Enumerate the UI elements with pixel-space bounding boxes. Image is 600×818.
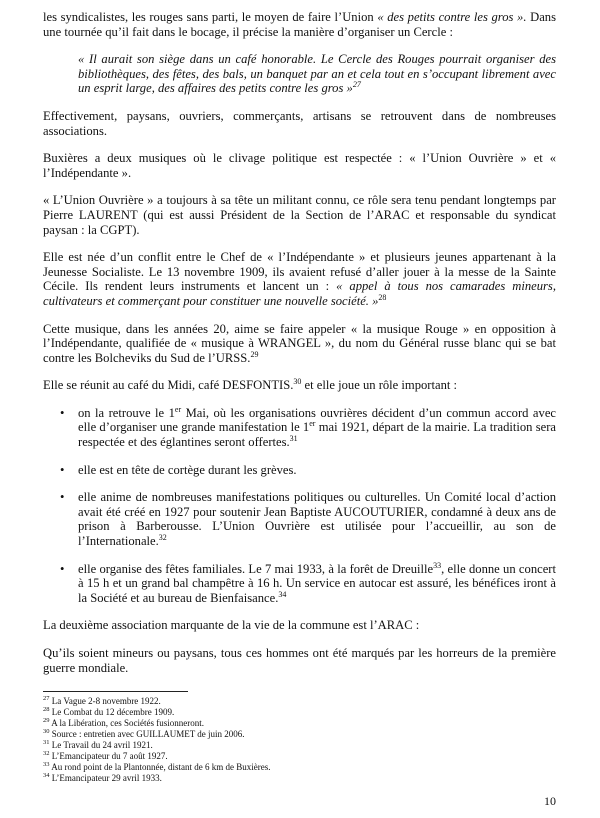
text: Cette musique, dans les années 20, aime se faire appeler « la musique Rouge » en opposition à l’Indépendante, qualifiée de « musique à WRANGEL », du nom du Général russe blanc qui se bat contre les Bolcheviks du Sud de l’URSS.	[43, 321, 556, 365]
footnote-text: La Vague 2-8 novembre 1922.	[51, 696, 161, 707]
footnote-ref[interactable]: 31	[289, 433, 298, 443]
footnote-ref[interactable]: 33	[433, 560, 442, 570]
footnotes	[43, 696, 523, 784]
footnote	[43, 740, 523, 751]
page-body	[43, 10, 556, 675]
footnote-text: Source : entretien avec GUILLAUMET de juin 2006.	[51, 729, 245, 740]
list-item	[43, 562, 556, 606]
quote-inline: « des petits contre les gros ».	[377, 10, 527, 24]
footnote-number: 32	[43, 750, 50, 758]
footnote-ref[interactable]: 34	[278, 589, 287, 599]
footnote	[43, 707, 523, 718]
quote-inline: « appel à tous nos camarades mineurs, cultivateurs et commerçant pour constituer une nouvelle société. »	[43, 279, 556, 308]
paragraph-9: Qu’ils soient mineurs ou paysans, tous ces hommes ont été marqués par les horreurs de la première guerre mondiale.	[43, 646, 556, 675]
text: mai 1921, départ de la mairie. La tradition sera respectée et des églantines seront offertes.	[78, 420, 556, 450]
ordinal: er	[309, 419, 316, 429]
footnote-ref[interactable]: 27	[352, 80, 361, 90]
ordinal: er	[174, 404, 182, 414]
footnote-text: A la Libération, ces Sociétés fusionneront.	[51, 718, 204, 729]
footnote	[43, 751, 523, 762]
text: Elle se réunit au café du Midi, café DESFONTIS.	[43, 378, 294, 393]
bullet-icon: •	[60, 462, 65, 477]
footnote-number: 27	[43, 695, 50, 703]
footnote-number: 28	[43, 706, 50, 714]
footnote-text: Le Combat du 12 décembre 1909.	[51, 707, 175, 718]
footnote-number: 31	[43, 739, 50, 747]
footnote	[43, 762, 523, 773]
list-item	[43, 463, 556, 478]
paragraph-2: Effectivement, paysans, ouvriers, commerçants, artisans se retrouvent dans de nombreuses associations.	[43, 108, 556, 138]
footnote	[43, 773, 523, 784]
bullet-icon: •	[60, 561, 65, 576]
text: les syndicalistes, les rouges sans parti, le moyen de faire l’Union	[43, 10, 378, 24]
paragraph-7	[43, 378, 556, 393]
paragraph-6	[43, 322, 556, 366]
footnote-number: 30	[43, 728, 50, 736]
footnote-ref[interactable]: 28	[378, 292, 387, 302]
footnote-ref[interactable]: 29	[250, 349, 259, 359]
footnote-text: L’Emancipateur du 7 août 1927.	[51, 751, 168, 762]
footnote-separator	[43, 691, 188, 692]
paragraph-4: « L’Union Ouvrière » a toujours à sa tête un militant connu, ce rôle sera tenu pendant longtemps par Pierre LAURENT (qui est aussi Président de la Section de l’ARAC et responsable du syndicat paysan : la CGPT).	[43, 193, 556, 237]
list-item	[43, 406, 556, 450]
page-number: 10	[544, 794, 556, 809]
text: elle organise des fêtes familiales. Le 7 mai 1933, à la forêt de Dreuille	[78, 561, 434, 576]
paragraph-5	[43, 250, 556, 308]
footnote-text: L’Emancipateur 29 avril 1933.	[51, 773, 162, 784]
footnote	[43, 729, 523, 740]
quote-text: « Il aurait son siège dans un café honorable. Le Cercle des Rouges pourrait organiser des bibliothèques, des fêtes, des bals, un banquet par an et cela tout en s’occupant librement avec un esprit large, des affaires des petits contre les gros »	[78, 52, 556, 96]
text: Dans une tournée qu’il fait dans le bocage, il précise la manière d’organiser un Cercle :	[43, 10, 557, 39]
footnote-text: Au rond point de la Plantonnée, distant de 6 km de Buxières.	[51, 762, 271, 773]
paragraph-8: La deuxième association marquante de la vie de la commune est l’ARAC :	[43, 618, 420, 633]
bullet-icon: •	[60, 490, 65, 505]
paragraph-3: Buxières a deux musiques où le clivage politique est respectée : « l’Union Ouvrière » et « l’Indépendante ».	[43, 151, 556, 180]
text: on la retrouve le 1	[78, 405, 175, 420]
paragraph-1	[43, 10, 556, 39]
bullet-list	[43, 406, 556, 606]
page	[43, 0, 556, 818]
text: Elle est née d’un conflit entre le Chef de « l’Indépendante » et plusieurs jeunes appartenant à la Jeunesse Socialiste. Le 13 novembre 1909, ils avaient refusé d’aller jouer à la messe de la Sainte Cécile. Ils rendent leurs instruments et lancent un :	[43, 250, 556, 294]
text: elle est en tête de cortège durant les grèves.	[78, 462, 297, 477]
footnote	[43, 696, 523, 707]
footnote-ref[interactable]: 30	[293, 377, 302, 387]
text: , elle donne un concert à 15 h et un grand bal champêtre à 16 h. Un service en autocar est assuré, les bénéfices iront à la Société et au bureau de Bienfaisance.	[78, 561, 556, 605]
block-quote	[78, 52, 556, 96]
footnote-number: 33	[43, 761, 50, 769]
footnote-ref[interactable]: 32	[158, 532, 167, 542]
text: et elle joue un rôle important :	[301, 378, 458, 393]
footnote	[43, 718, 523, 729]
list-item	[43, 490, 556, 548]
bullet-icon: •	[60, 405, 65, 420]
footnote-text: Le Travail du 24 avril 1921.	[51, 740, 153, 751]
text: elle anime de nombreuses manifestations politiques ou culturelles. Un Comité local d’action avait été créé en 1927 pour soutenir Jean Baptiste AUCOUTURIER, condamné à deux ans de prison à Barberousse. L’Union Ouvrière est utilisée pour l’accueillir, au son de l’Internationale.	[78, 490, 556, 549]
footnote-number: 34	[43, 772, 50, 780]
footnote-number: 29	[43, 717, 50, 725]
text: Mai, où les organisations ouvrières décident d’un commun accord avec elle d’organiser une grande manifestation le 1	[78, 405, 556, 435]
